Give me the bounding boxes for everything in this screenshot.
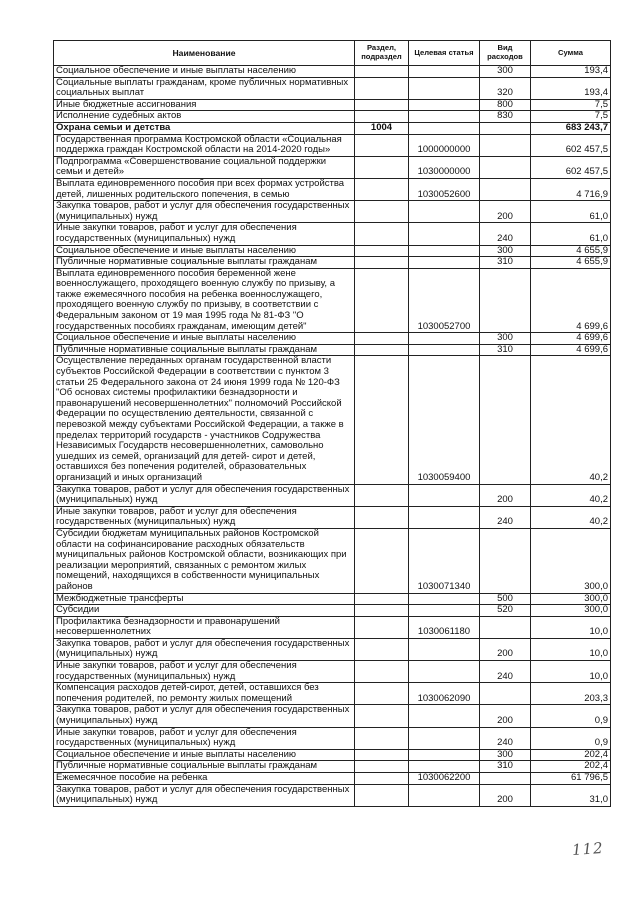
row-section (355, 727, 409, 749)
row-sum: 61,0 (531, 201, 611, 223)
row-sum: 10,0 (531, 661, 611, 683)
row-sum: 40,2 (531, 506, 611, 528)
row-section (355, 705, 409, 727)
row-name: Государственная программа Костромской области «Социальная поддержка граждан Костромской области на 2014-2020 годы» (54, 134, 355, 156)
row-section (355, 201, 409, 223)
row-name: Иные закупки товаров, работ и услуг для обеспечения государственных (муниципальных) нужд (54, 223, 355, 245)
table-row (54, 528, 611, 593)
table-row (54, 245, 611, 257)
row-type: 310 (480, 761, 531, 773)
row-article (409, 245, 480, 257)
row-name: Социальные выплаты гражданам, кроме публичных нормативных социальных выплат (54, 77, 355, 99)
row-article (409, 257, 480, 269)
table-row (54, 661, 611, 683)
row-type: 310 (480, 257, 531, 269)
table-row (54, 344, 611, 356)
row-type: 240 (480, 661, 531, 683)
row-section (355, 111, 409, 123)
row-section (355, 257, 409, 269)
row-article: 1030052600 (409, 178, 480, 200)
row-sum: 7,5 (531, 99, 611, 111)
row-type: 800 (480, 99, 531, 111)
row-sum: 300,0 (531, 605, 611, 617)
row-section (355, 683, 409, 705)
row-sum: 10,0 (531, 638, 611, 660)
row-article (409, 705, 480, 727)
row-article (409, 749, 480, 761)
row-section (355, 528, 409, 593)
row-section (355, 784, 409, 806)
row-section (355, 484, 409, 506)
table-row (54, 356, 611, 484)
row-type: 200 (480, 484, 531, 506)
row-name: Ежемесячное пособие на ребенка (54, 773, 355, 785)
budget-table-body (54, 41, 611, 807)
row-article (409, 201, 480, 223)
row-article (409, 605, 480, 617)
row-type: 310 (480, 344, 531, 356)
row-type: 240 (480, 727, 531, 749)
row-name: Профилактика безнадзорности и правонарушений несовершеннолетних (54, 616, 355, 638)
row-sum: 602 457,5 (531, 134, 611, 156)
row-sum: 10,0 (531, 616, 611, 638)
row-type (480, 268, 531, 333)
table-row (54, 593, 611, 605)
row-section (355, 156, 409, 178)
row-sum: 193,4 (531, 77, 611, 99)
row-name: Иные бюджетные ассигнования (54, 99, 355, 111)
row-sum: 4 699,6 (531, 333, 611, 345)
row-type: 200 (480, 784, 531, 806)
row-sum: 31,0 (531, 784, 611, 806)
table-row (54, 773, 611, 785)
row-sum: 7,5 (531, 111, 611, 123)
table-row (54, 727, 611, 749)
row-sum: 0,9 (531, 727, 611, 749)
row-name: Социальное обеспечение и иные выплаты населению (54, 66, 355, 78)
row-type (480, 528, 531, 593)
row-sum: 0,9 (531, 705, 611, 727)
row-article (409, 99, 480, 111)
row-sum: 40,2 (531, 356, 611, 484)
row-name: Закупка товаров, работ и услуг для обеспечения государственных (муниципальных) нужд (54, 484, 355, 506)
row-sum: 203,3 (531, 683, 611, 705)
row-type: 300 (480, 333, 531, 345)
row-section (355, 773, 409, 785)
row-name: Публичные нормативные социальные выплаты гражданам (54, 761, 355, 773)
row-sum: 202,4 (531, 761, 611, 773)
row-sum: 4 716,9 (531, 178, 611, 200)
row-article (409, 111, 480, 123)
row-type (480, 616, 531, 638)
table-row (54, 333, 611, 345)
row-name: Иные закупки товаров, работ и услуг для обеспечения государственных (муниципальных) нужд (54, 727, 355, 749)
row-section (355, 593, 409, 605)
row-name: Социальное обеспечение и иные выплаты населению (54, 333, 355, 345)
row-article (409, 66, 480, 78)
table-row (54, 506, 611, 528)
table-row (54, 66, 611, 78)
row-name: Закупка товаров, работ и услуг для обеспечения государственных (муниципальных) нужд (54, 201, 355, 223)
table-row (54, 156, 611, 178)
row-name: Публичные нормативные социальные выплаты гражданам (54, 257, 355, 269)
row-article (409, 761, 480, 773)
table-row (54, 178, 611, 200)
row-article (409, 333, 480, 345)
row-type (480, 134, 531, 156)
row-section (355, 268, 409, 333)
row-article (409, 77, 480, 99)
table-row (54, 761, 611, 773)
row-name: Осуществление переданных органам государственной власти субъектов Российской Федерации в соответствии с пунктом 3 статьи 25 Федерального закона от 24 июня 1999 года № 120-ФЗ "Об основах системы профилактики безнадзорности и правонарушений несовершеннолетних" полномочий Российской Федерации по осуществлению деятельности, связанной с перевозкой между субъектами Российской Федерации, а также в пределах территорий государств - участников Содружества Независимых Государств несовершеннолетних, самовольно ушедших из семей, организаций для детей- сирот и детей, оставшихся без попечения родителей, образовательных организаций и иных организаций (54, 356, 355, 484)
row-sum: 4 655,9 (531, 257, 611, 269)
row-type: 240 (480, 223, 531, 245)
row-section (355, 66, 409, 78)
row-section (355, 134, 409, 156)
row-section (355, 245, 409, 257)
table-row (54, 484, 611, 506)
row-name: Охрана семьи и детства (54, 122, 355, 134)
row-section (355, 99, 409, 111)
table-row (54, 257, 611, 269)
table-row (54, 77, 611, 99)
table-row (54, 268, 611, 333)
row-article: 1030071340 (409, 528, 480, 593)
row-sum: 300,0 (531, 593, 611, 605)
row-name: Исполнение судебных актов (54, 111, 355, 123)
row-name: Субсидии бюджетам муниципальных районов Костромской области на софинансирование расходных обязательств муниципальных районов Костромской области, возникающих при реализации мероприятий, связанных с ремонтом жилых помещений, находящихся в собственности муниципальных районов (54, 528, 355, 593)
row-article: 1030000000 (409, 156, 480, 178)
table-row (54, 111, 611, 123)
row-section (355, 506, 409, 528)
row-type (480, 156, 531, 178)
row-type: 320 (480, 77, 531, 99)
row-section (355, 178, 409, 200)
row-article: 1000000000 (409, 134, 480, 156)
row-article (409, 223, 480, 245)
row-type: 240 (480, 506, 531, 528)
row-name: Закупка товаров, работ и услуг для обеспечения государственных (муниципальных) нужд (54, 784, 355, 806)
row-name: Подпрограмма «Совершенствование социальной поддержки семьи и детей» (54, 156, 355, 178)
row-type: 200 (480, 638, 531, 660)
row-type (480, 356, 531, 484)
table-row (54, 99, 611, 111)
row-type: 520 (480, 605, 531, 617)
row-article (409, 784, 480, 806)
header-article: Целевая статья (409, 41, 480, 66)
row-article (409, 506, 480, 528)
row-name: Иные закупки товаров, работ и услуг для обеспечения государственных (муниципальных) нужд (54, 506, 355, 528)
table-row (54, 616, 611, 638)
budget-table (53, 40, 611, 807)
row-section: 1004 (355, 122, 409, 134)
row-sum: 602 457,5 (531, 156, 611, 178)
row-type: 300 (480, 245, 531, 257)
row-type: 200 (480, 201, 531, 223)
header-section: Раздел, подраздел (355, 41, 409, 66)
table-row (54, 638, 611, 660)
row-article (409, 638, 480, 660)
row-type: 300 (480, 66, 531, 78)
row-sum: 61 796,5 (531, 773, 611, 785)
table-row (54, 605, 611, 617)
table-header-row (54, 41, 611, 66)
row-sum: 61,0 (531, 223, 611, 245)
table-row (54, 749, 611, 761)
row-section (355, 77, 409, 99)
row-article (409, 727, 480, 749)
row-article (409, 484, 480, 506)
row-section (355, 661, 409, 683)
row-type: 500 (480, 593, 531, 605)
row-name: Социальное обеспечение и иные выплаты населению (54, 245, 355, 257)
row-type: 200 (480, 705, 531, 727)
row-sum: 193,4 (531, 66, 611, 78)
row-section (355, 749, 409, 761)
row-article: 1030062090 (409, 683, 480, 705)
row-name: Закупка товаров, работ и услуг для обеспечения государственных (муниципальных) нужд (54, 638, 355, 660)
row-name: Закупка товаров, работ и услуг для обеспечения государственных (муниципальных) нужд (54, 705, 355, 727)
row-article (409, 122, 480, 134)
row-article: 1030052700 (409, 268, 480, 333)
row-sum: 300,0 (531, 528, 611, 593)
row-name: Компенсация расходов детей-сирот, детей, оставшихся без попечения родителей, по ремонту жилых помещений (54, 683, 355, 705)
row-sum: 4 699,6 (531, 268, 611, 333)
row-section (355, 616, 409, 638)
handwritten-page-number: 112 (571, 838, 605, 860)
row-sum: 40,2 (531, 484, 611, 506)
row-name: Субсидии (54, 605, 355, 617)
row-section (355, 223, 409, 245)
row-name: Выплата единовременного пособия беременной жене военнослужащего, проходящего военную службу по призыву, а также ежемесячного пособия на ребенка военнослужащего, проходящего военную службу по призыву, в соответствии с Федеральным законом от 19 мая 1995 года № 81-ФЗ "О государственных пособиях гражданам, имеющим детей" (54, 268, 355, 333)
table-row (54, 223, 611, 245)
row-name: Социальное обеспечение и иные выплаты населению (54, 749, 355, 761)
header-sum: Сумма (531, 41, 611, 66)
table-row (54, 705, 611, 727)
row-name: Публичные нормативные социальные выплаты гражданам (54, 344, 355, 356)
row-section (355, 761, 409, 773)
table-row (54, 201, 611, 223)
row-article (409, 593, 480, 605)
row-article (409, 661, 480, 683)
row-section (355, 333, 409, 345)
row-article: 1030062200 (409, 773, 480, 785)
row-sum: 683 243,7 (531, 122, 611, 134)
row-article: 1030061180 (409, 616, 480, 638)
table-row (54, 683, 611, 705)
row-sum: 202,4 (531, 749, 611, 761)
row-type (480, 773, 531, 785)
row-type (480, 122, 531, 134)
row-type: 300 (480, 749, 531, 761)
row-article (409, 344, 480, 356)
row-name: Выплата единовременного пособия при всех формах устройства детей, лишенных родительского попечения, в семью (54, 178, 355, 200)
header-name: Наименование (54, 41, 355, 66)
table-row (54, 134, 611, 156)
row-type: 830 (480, 111, 531, 123)
row-section (355, 605, 409, 617)
row-article: 1030059400 (409, 356, 480, 484)
table-row (54, 122, 611, 134)
row-name: Иные закупки товаров, работ и услуг для обеспечения государственных (муниципальных) нужд (54, 661, 355, 683)
table-row (54, 784, 611, 806)
row-section (355, 356, 409, 484)
row-sum: 4 699,6 (531, 344, 611, 356)
row-type (480, 683, 531, 705)
row-name: Межбюджетные трансферты (54, 593, 355, 605)
row-type (480, 178, 531, 200)
row-section (355, 344, 409, 356)
row-section (355, 638, 409, 660)
row-sum: 4 655,9 (531, 245, 611, 257)
header-type: Вид расходов (480, 41, 531, 66)
